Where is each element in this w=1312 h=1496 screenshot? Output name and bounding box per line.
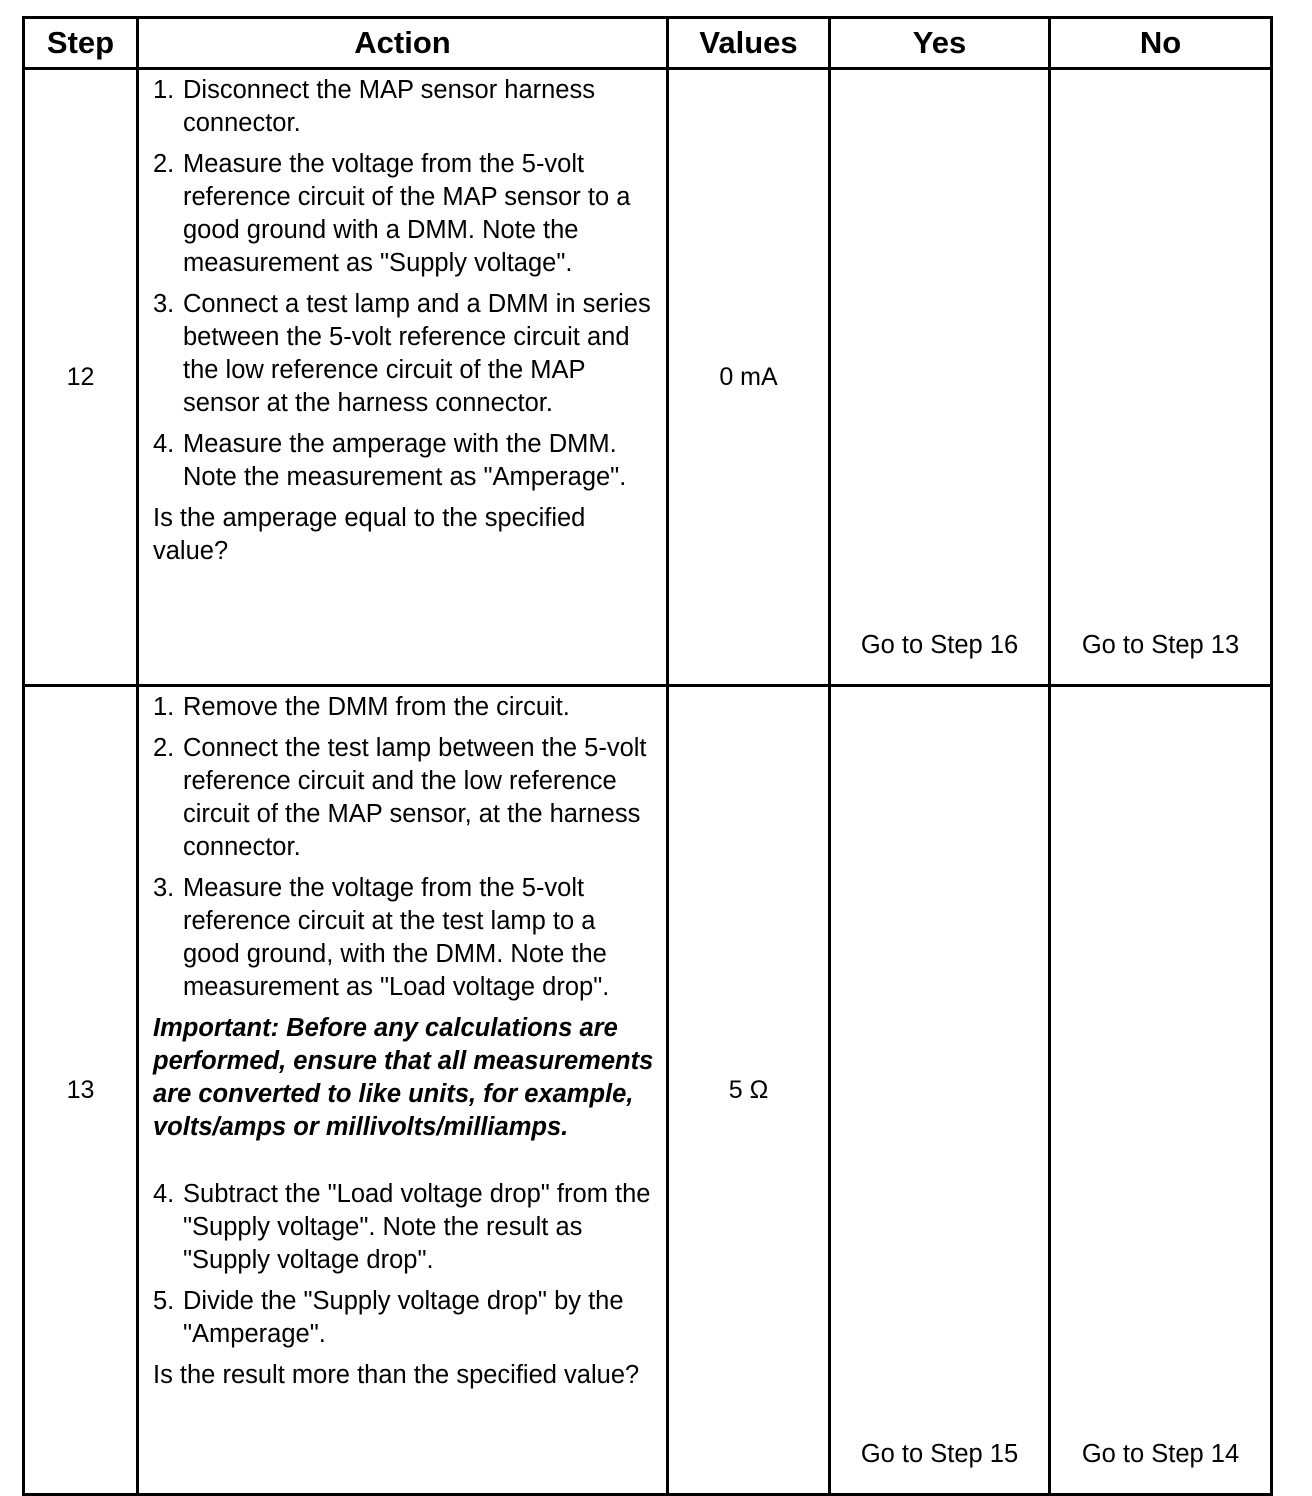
specified-value: 0 mA [668, 69, 830, 686]
action-step: 5. Divide the "Supply voltage drop" by the "Amperage". [153, 1287, 624, 1348]
no-outcome: Go to Step 14 [1050, 686, 1272, 1495]
action-steps [153, 691, 654, 1004]
yes-outcome: Go to Step 16 [830, 69, 1050, 686]
yes-outcome: Go to Step 15 [830, 686, 1050, 1495]
action-cell [138, 686, 668, 1495]
action-step: 1. Remove the DMM from the circuit. [153, 693, 570, 721]
action-step: 2. Measure the voltage from the 5-volt reference circuit of the MAP sensor to a good ground with a DMM. Note the measurement as "Supply voltage". [153, 150, 631, 277]
step-number: 13 [24, 686, 138, 1495]
action-steps-continued [153, 1178, 654, 1351]
action-step: 2. Connect the test lamp between the 5-volt reference circuit and the low reference circuit of the MAP sensor, at the harness connector. [153, 734, 647, 861]
action-question: Is the result more than the specified value? [153, 1361, 640, 1389]
table-row-step-12 [24, 69, 1272, 686]
table-row-step-13 [24, 686, 1272, 1495]
action-step: 3. Measure the voltage from the 5-volt reference circuit at the test lamp to a good ground, with the DMM. Note the measurement as "Load voltage drop". [153, 874, 610, 1001]
header-yes: Yes [830, 18, 1050, 69]
specified-value: 5 Ω [668, 686, 830, 1495]
header-step: Step [24, 18, 138, 69]
no-outcome: Go to Step 13 [1050, 69, 1272, 686]
action-step: 4. Subtract the "Load voltage drop" from the "Supply voltage". Note the result as "Supply voltage drop". [153, 1180, 651, 1274]
action-step: 1. Disconnect the MAP sensor harness connector. [153, 76, 595, 137]
action-step: 4. Measure the amperage with the DMM. Note the measurement as "Amperage". [153, 430, 627, 491]
action-question: Is the amperage equal to the specified value? [153, 504, 586, 565]
header-row [24, 18, 1272, 69]
header-action: Action [138, 18, 668, 69]
step-number: 12 [24, 69, 138, 686]
action-step: 3. Connect a test lamp and a DMM in series between the 5-volt reference circuit and the low reference circuit of the MAP sensor at the harness connector. [153, 290, 651, 417]
header-values: Values [668, 18, 830, 69]
action-cell [138, 69, 668, 686]
action-steps [153, 74, 654, 494]
diagnostic-table [22, 16, 1273, 1496]
header-no: No [1050, 18, 1272, 69]
important-note: Important: Before any calculations are performed, ensure that all measurements are converted to like units, for example, volts/amps or millivolts/milliamps. [153, 1014, 654, 1141]
